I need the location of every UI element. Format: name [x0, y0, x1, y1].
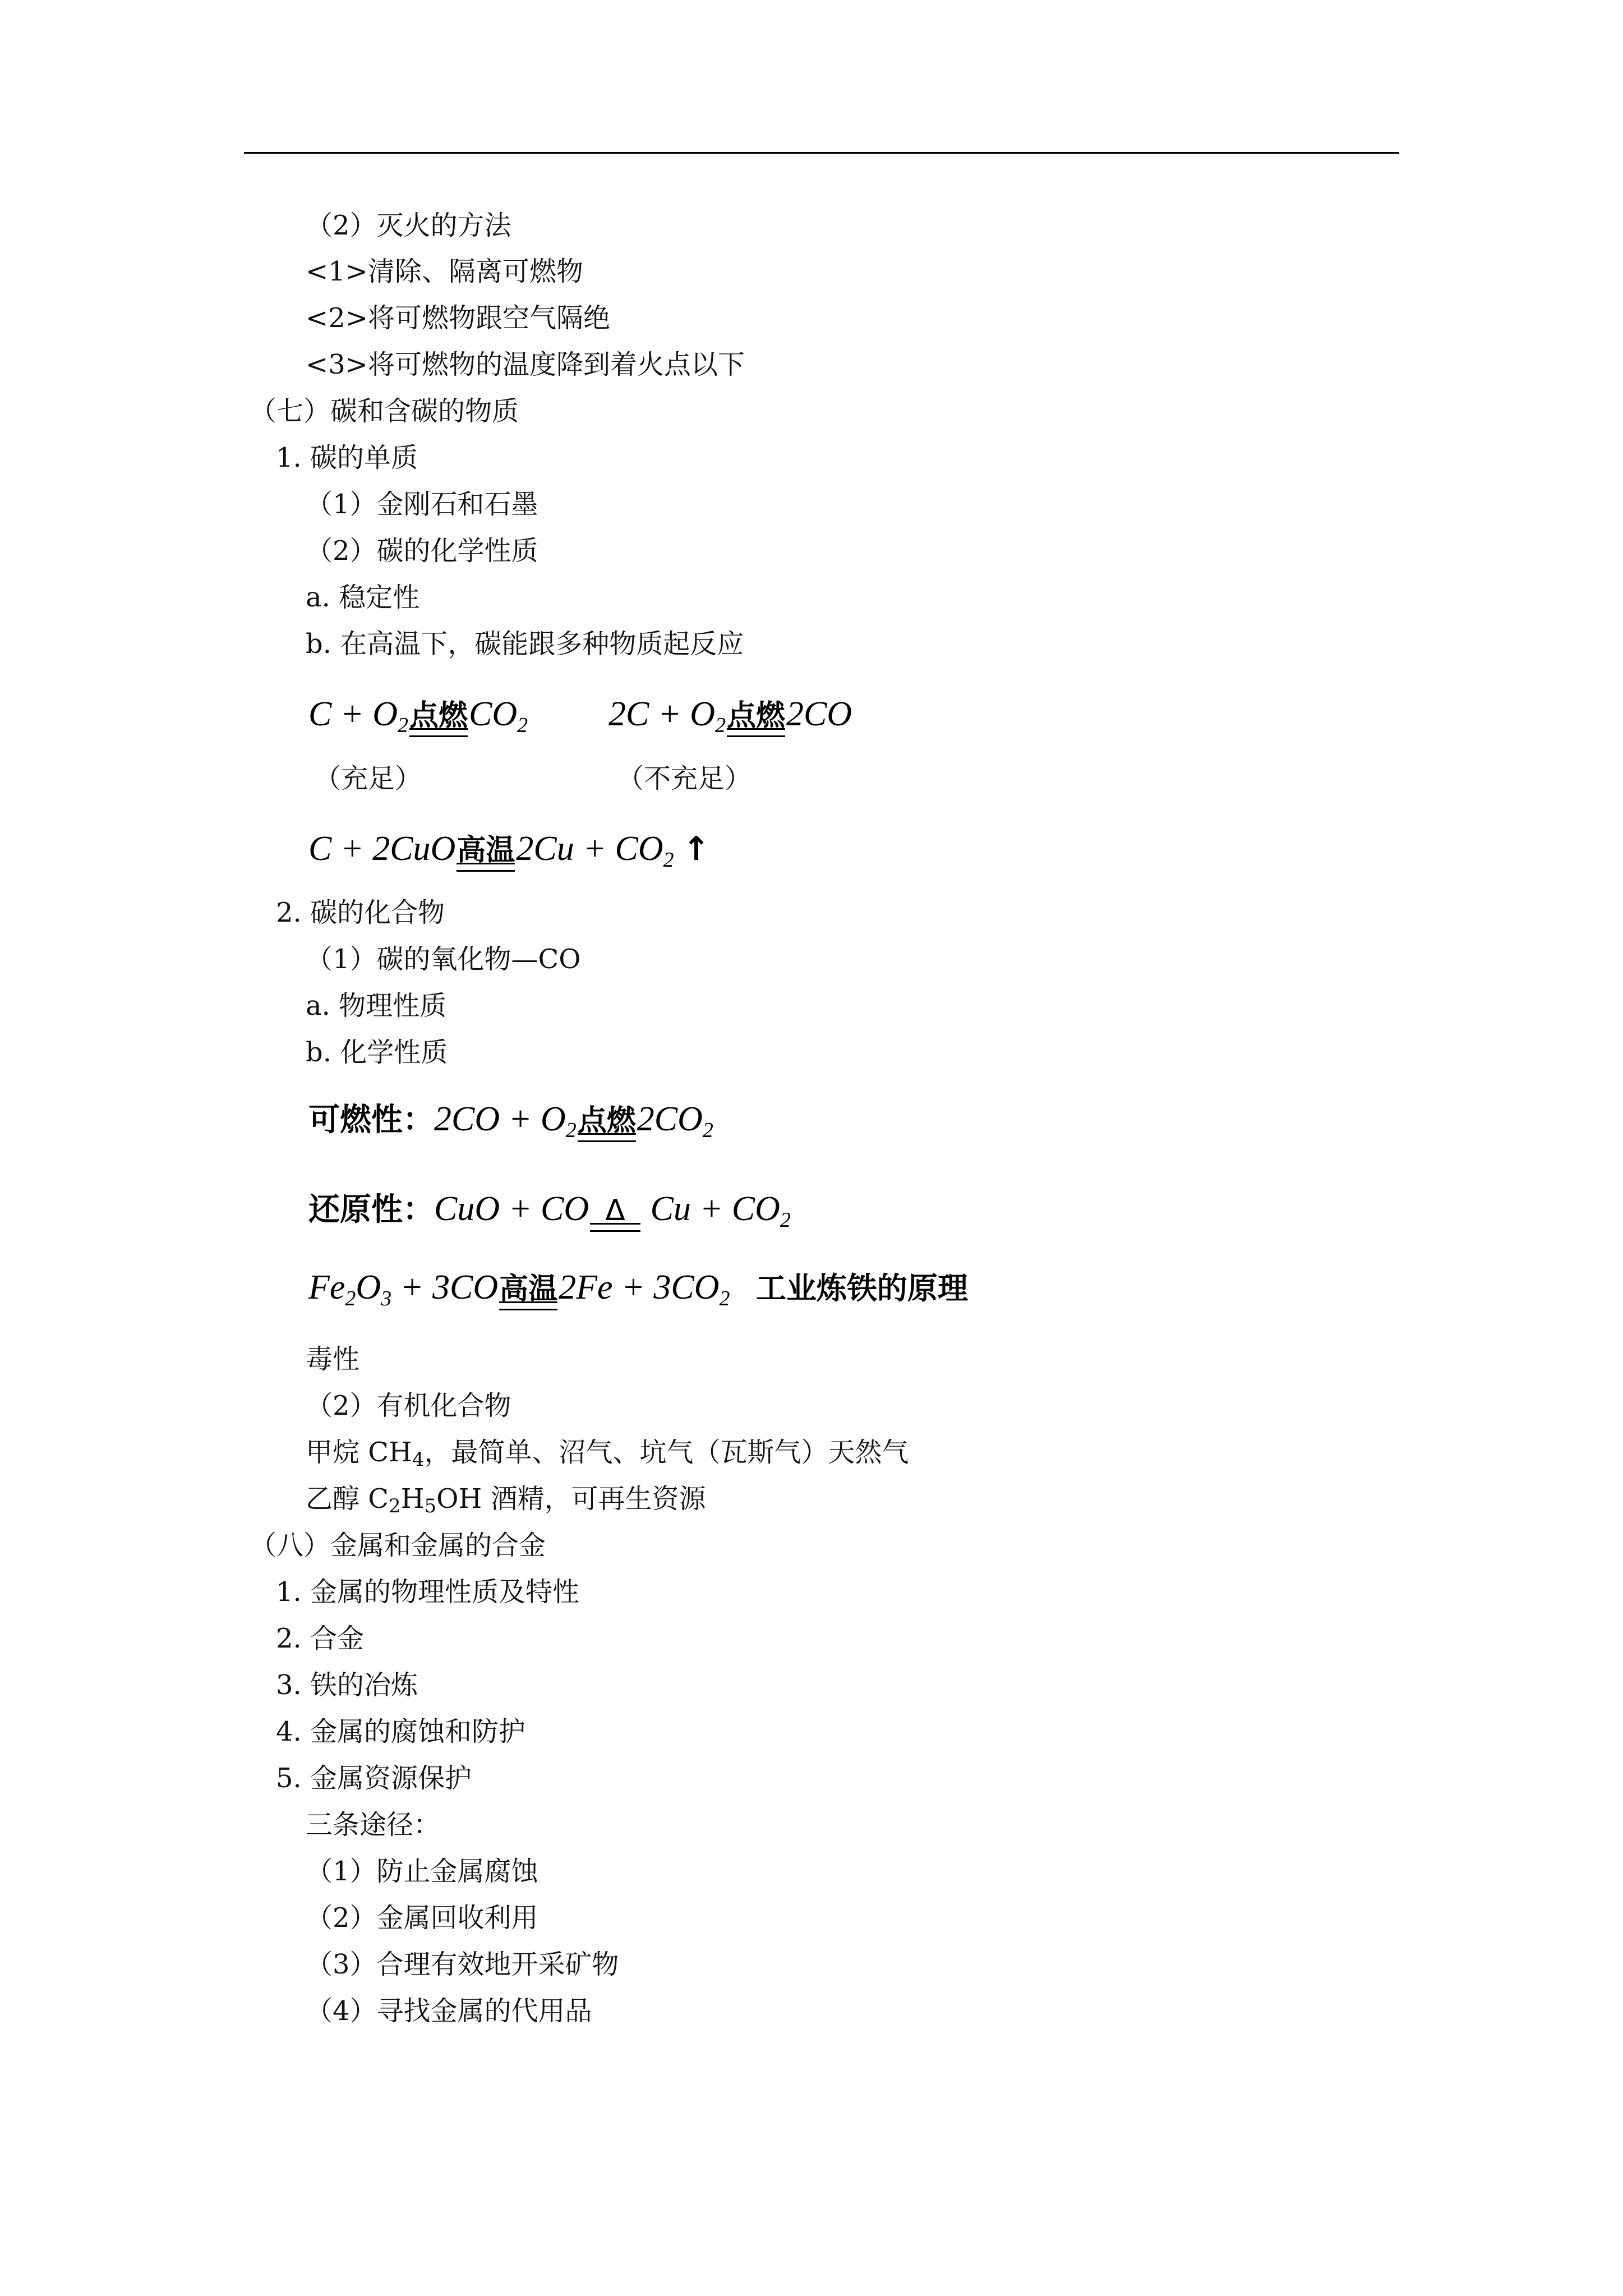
reaction-condition: 点燃	[409, 700, 468, 737]
text-line: a. 稳定性	[306, 582, 420, 613]
equation-co-reduction: 还原性：CuO + CO Δ $Cu + CO_2$	[308, 1190, 791, 1232]
note-insufficient: （不充足）	[617, 763, 752, 794]
header-rule	[244, 152, 1399, 154]
text-line: 毒性	[306, 1343, 360, 1375]
text-line: 5. 金属资源保护	[276, 1763, 472, 1794]
text-line: b. 在高温下，碳能跟多种物质起反应	[306, 628, 744, 660]
reaction-condition: 高温	[499, 1273, 557, 1310]
text-line: <3>将可燃物的温度降到着火点以下	[306, 349, 745, 380]
text-line: <1>清除、隔离可燃物	[306, 256, 583, 287]
text-line: （2）碳的化学性质	[306, 535, 538, 567]
text-line: 1. 碳的单质	[276, 442, 418, 473]
equation-co-combustion: 可燃性：$2CO + O_2$ 点燃 $2CO_2$	[308, 1100, 713, 1142]
reaction-condition: 点燃	[727, 700, 785, 737]
text-line: （2）金属回收利用	[306, 1902, 538, 1934]
text-line: <2>将可燃物跟空气隔绝	[306, 302, 610, 334]
text-line: （2）有机化合物	[306, 1390, 511, 1421]
text-line-ethanol: 乙醇 C2H5OH 酒精，可再生资源	[306, 1483, 706, 1517]
note-sufficient: （充足）	[314, 763, 422, 794]
text-line: 3. 铁的冶炼	[276, 1669, 418, 1701]
text-line: 2. 合金	[276, 1623, 365, 1654]
text-line: （1）金刚石和石墨	[306, 489, 538, 520]
text-line: b. 化学性质	[306, 1037, 448, 1068]
reaction-condition: 高温	[457, 835, 515, 872]
section-heading: （八）金属和金属的合金	[250, 1530, 546, 1561]
text-line: （1）防止金属腐蚀	[306, 1856, 538, 1887]
text-line: 2. 碳的化合物	[276, 897, 445, 928]
equation-2c-o2-2co: $2C + O_2$ 点燃 2CO	[608, 695, 852, 737]
text-line: （1）碳的氧化物—CO	[306, 944, 581, 975]
section-heading: （七）碳和含碳的物质	[250, 395, 519, 427]
text-line: a. 物理性质	[306, 990, 447, 1022]
text-line: 1. 金属的物理性质及特性	[276, 1576, 580, 1608]
reaction-condition: 点燃	[578, 1105, 636, 1142]
equation-c-o2-co2: $C + O_2$ 点燃 $CO_2$	[308, 695, 528, 737]
text-line: （4）寻找金属的代用品	[306, 1995, 592, 2027]
text-line: （2）灭火的方法	[306, 210, 511, 241]
reaction-condition: Δ	[590, 1195, 640, 1232]
text-line-methane: 甲烷 CH4，最简单、沼气、坑气（瓦斯气）天然气	[306, 1437, 909, 1471]
text-line: 4. 金属的腐蚀和防护	[276, 1716, 526, 1747]
text-line: （3）合理有效地开采矿物	[306, 1949, 619, 1980]
equation-c-cuo: C + 2CuO 高温 $2Cu + CO_2$ ↑	[308, 830, 710, 872]
equation-ironmaking: $Fe_2O_3 + 3CO$ 高温 $2Fe + 3CO_2$ 工业炼铁的原理	[308, 1268, 969, 1310]
text-line: 三条途径：	[306, 1809, 441, 1841]
gas-arrow-icon: ↑	[683, 830, 710, 868]
